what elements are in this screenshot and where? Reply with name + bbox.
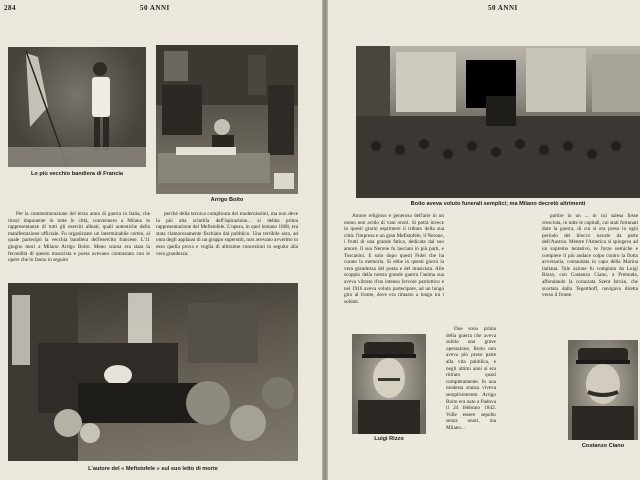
left-column-2-text: perché della tecnica complicata dei modernissimi, ma non deve la più alta scintilla dell'ispirazione... si debba prima rappresentazione del Mefistofele. L'opera, in quel lontano 1868, era stata clamorosamente fischiata dal pubblico. Una terribile sera, ad onta degli applausi di un gruppo superstiti, non avevano avvertito in esso quella prova e voglia di altissime concezioni in seguito alla vera grandezza. — [156, 211, 298, 257]
funeral-photo-caption: Boito aveva voluto funerali semplici; ma Milano decretò altrimenti — [410, 201, 586, 207]
rizzo-portrait — [352, 334, 426, 434]
rizzo-illustration — [352, 334, 426, 434]
running-title: 50 ANNI — [140, 4, 170, 12]
ciano-illustration — [568, 340, 638, 440]
right-column-3-text: partire in un ... in cui salesa fosse cresciuta, in tutte le capitali, cui stati fortunati dare la guerra, di cui si era preso in ogni periodo del blocco navale da parte dell'Austria. Mentre l'America si spingeva ad un supremo tentativo, le forze nemiche e compiere il più audace colpo contro la flotta avversaria, comandata in capo della Marina italiana. Tale azione fu compiuta da Luigi Rizzo, con Costanzo Ciano, a Premuda, affondando la corazzata Szent István, che scortata dalla Tegetthoff, navigava diretta verso il fronte. — [542, 213, 638, 299]
left-text-column-2 — [156, 211, 298, 281]
left-text-column-1 — [8, 211, 150, 281]
left-column-1-text: Per la commemorazione del terzo anno di guerra in Italia, che riuscì imponente in tutte le città, convennero a Milano le rappresentanze di tutti gli eserciti alleati, quali autentiche della manifestazione ufficiale. Fu organizzato un interminabile corteo, al quale partecipò la vecchia bandiera dell'esercito francese. L'11 giugno morì a Milano Arrigo Boito. Meno scarsa era stata la fecondità di questo musicista e poeta avevano contrastato con le opere che lo fanno in seguito — [8, 211, 150, 264]
flag-photo-caption: Lo più vecchio bandiera di Francia — [30, 171, 123, 177]
right-text-column-2 — [446, 326, 496, 476]
deathbed-illustration — [8, 283, 298, 461]
page-number: 284 — [4, 4, 16, 12]
right-running-title: 50 ANNI — [488, 4, 518, 12]
rizzo-caption: Luigi Rizzo — [374, 436, 404, 442]
deathbed-photo-caption: L'autore del « Mefistofele » sul suo letto di morte — [88, 466, 218, 472]
right-column-1-text: Amore religioso e generoso dell'arte in un uomo non avido di vani onori. Si potrà invece in questi giorni esprimere il tributo della sua città: l'impresa e un gran Mefistofele, il Nerone, i frutti di una grande fatica, dedicata dal suo amore. Il suo Nerone fu lasciato in più parti, e Toscanini. E solo dopo questi Fidei che ha curato la memoria. Si ebbe in questi giorni la vera grandezza del poeta e del musicista. Alle scoppio della nostra grande guerra l'anima sua aveva vibrato d'un intenso fervore patriottico e nel 1916 aveva voluto partecipare, ad un lungo giro al fronte, dove era rimasto a lungo tra i soldati. — [344, 213, 444, 305]
funeral-illustration — [356, 46, 640, 198]
funeral-procession-photo — [356, 46, 640, 198]
ciano-portrait — [568, 340, 638, 440]
boito-study-photo — [156, 45, 298, 194]
flag-bearer-illustration — [8, 47, 146, 167]
flag-bearer-photo — [8, 47, 146, 167]
deathbed-photo — [8, 283, 298, 461]
study-illustration — [156, 45, 298, 194]
study-photo-caption: Arrigo Boito — [210, 197, 244, 203]
right-text-column-3 — [542, 213, 638, 341]
right-page — [328, 0, 640, 480]
right-column-2-text: Due sono prima della guerra che aveva subito una grave operazione, Boito non aveva più preso parte alla vita pubblica, e negli ultimi anni si era ritirato quasi completamente. In una modesta stanza viveva semplicemente. Arrigo Boito era nato a Padova il 24 febbraio 1842. Volle essere sepolto senza onori, ma Milano... — [446, 326, 496, 431]
right-text-column-1 — [344, 213, 444, 331]
ciano-caption: Costanzo Ciano — [581, 443, 625, 449]
